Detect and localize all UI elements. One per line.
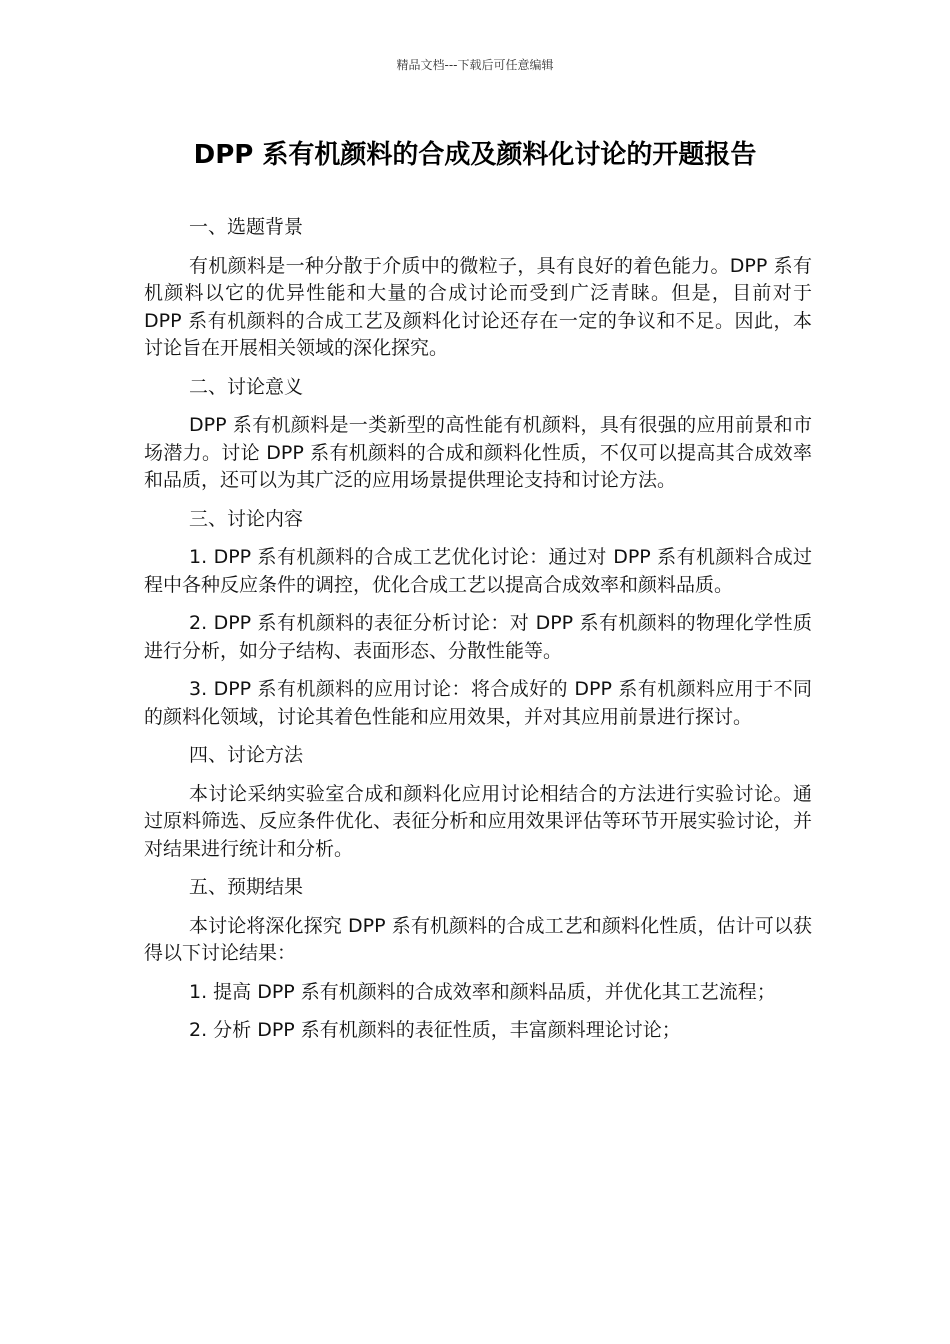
header-note: 精品文档---下载后可任意编辑 <box>396 58 554 72</box>
section-heading-significance: 二、讨论意义 <box>189 375 304 398</box>
document-body <box>144 214 812 1056</box>
section-heading-background: 一、选题背景 <box>189 216 304 238</box>
list-item-content-2: 2. DPP 系有机颜料的表征分析讨论：对 DPP 系有机颜料的物理化学性质进行分析，如分子结构、表面形态、分散性能等。 <box>144 612 812 662</box>
paragraph-method: 本讨论采纳实验室合成和颜料化应用讨论相结合的方法进行实验讨论。通过原料筛选、反应条件优化、表征分析和应用效果评估等环节开展实验讨论，并对结果进行统计和分析。 <box>144 782 812 860</box>
paragraph-significance: DPP 系有机颜料是一类新型的高性能有机颜料，具有很强的应用前景和市场潜力。讨论 DPP 系有机颜料的合成和颜料化性质，不仅可以提高其合成效率和品质，还可以为其广泛的应用场景提供理论支持和讨论方法。 <box>144 414 812 491</box>
list-item-result-2: 2. 分析 DPP 系有机颜料的表征性质，丰富颜料理论讨论； <box>189 1019 681 1041</box>
section-heading-content: 三、讨论内容 <box>189 507 304 530</box>
list-item-content-1: 1. DPP 系有机颜料的合成工艺优化讨论：通过对 DPP 系有机颜料合成过程中各种反应条件的调控，优化合成工艺以提高合成效率和颜料品质。 <box>144 546 812 596</box>
section-heading-method: 四、讨论方法 <box>189 744 304 766</box>
document-title: DPP 系有机颜料的合成及颜料化讨论的开题报告 <box>193 140 757 170</box>
paragraph-expected-results: 本讨论将深化探究 DPP 系有机颜料的合成工艺和颜料化性质，估计可以获得以下讨论结果： <box>144 914 812 964</box>
list-item-content-3: 3. DPP 系有机颜料的应用讨论：将合成好的 DPP 系有机颜料应用于不同的颜料化领域，讨论其着色性能和应用效果，并对其应用前景进行探讨。 <box>144 678 812 728</box>
section-heading-expected-results: 五、预期结果 <box>189 876 304 898</box>
list-item-result-1: 1. 提高 DPP 系有机颜料的合成效率和颜料品质，并优化其工艺流程； <box>189 980 776 1003</box>
paragraph-background: 有机颜料是一种分散于介质中的微粒子，具有良好的着色能力。DPP 系有机颜料以它的优异性能和大量的合成讨论而受到广泛青睐。但是，目前对于 DPP 系有机颜料的合成工艺及颜料化讨论还存在一定的争议和不足。因此，本讨论旨在开展相关领域的深化探究。 <box>144 254 812 359</box>
